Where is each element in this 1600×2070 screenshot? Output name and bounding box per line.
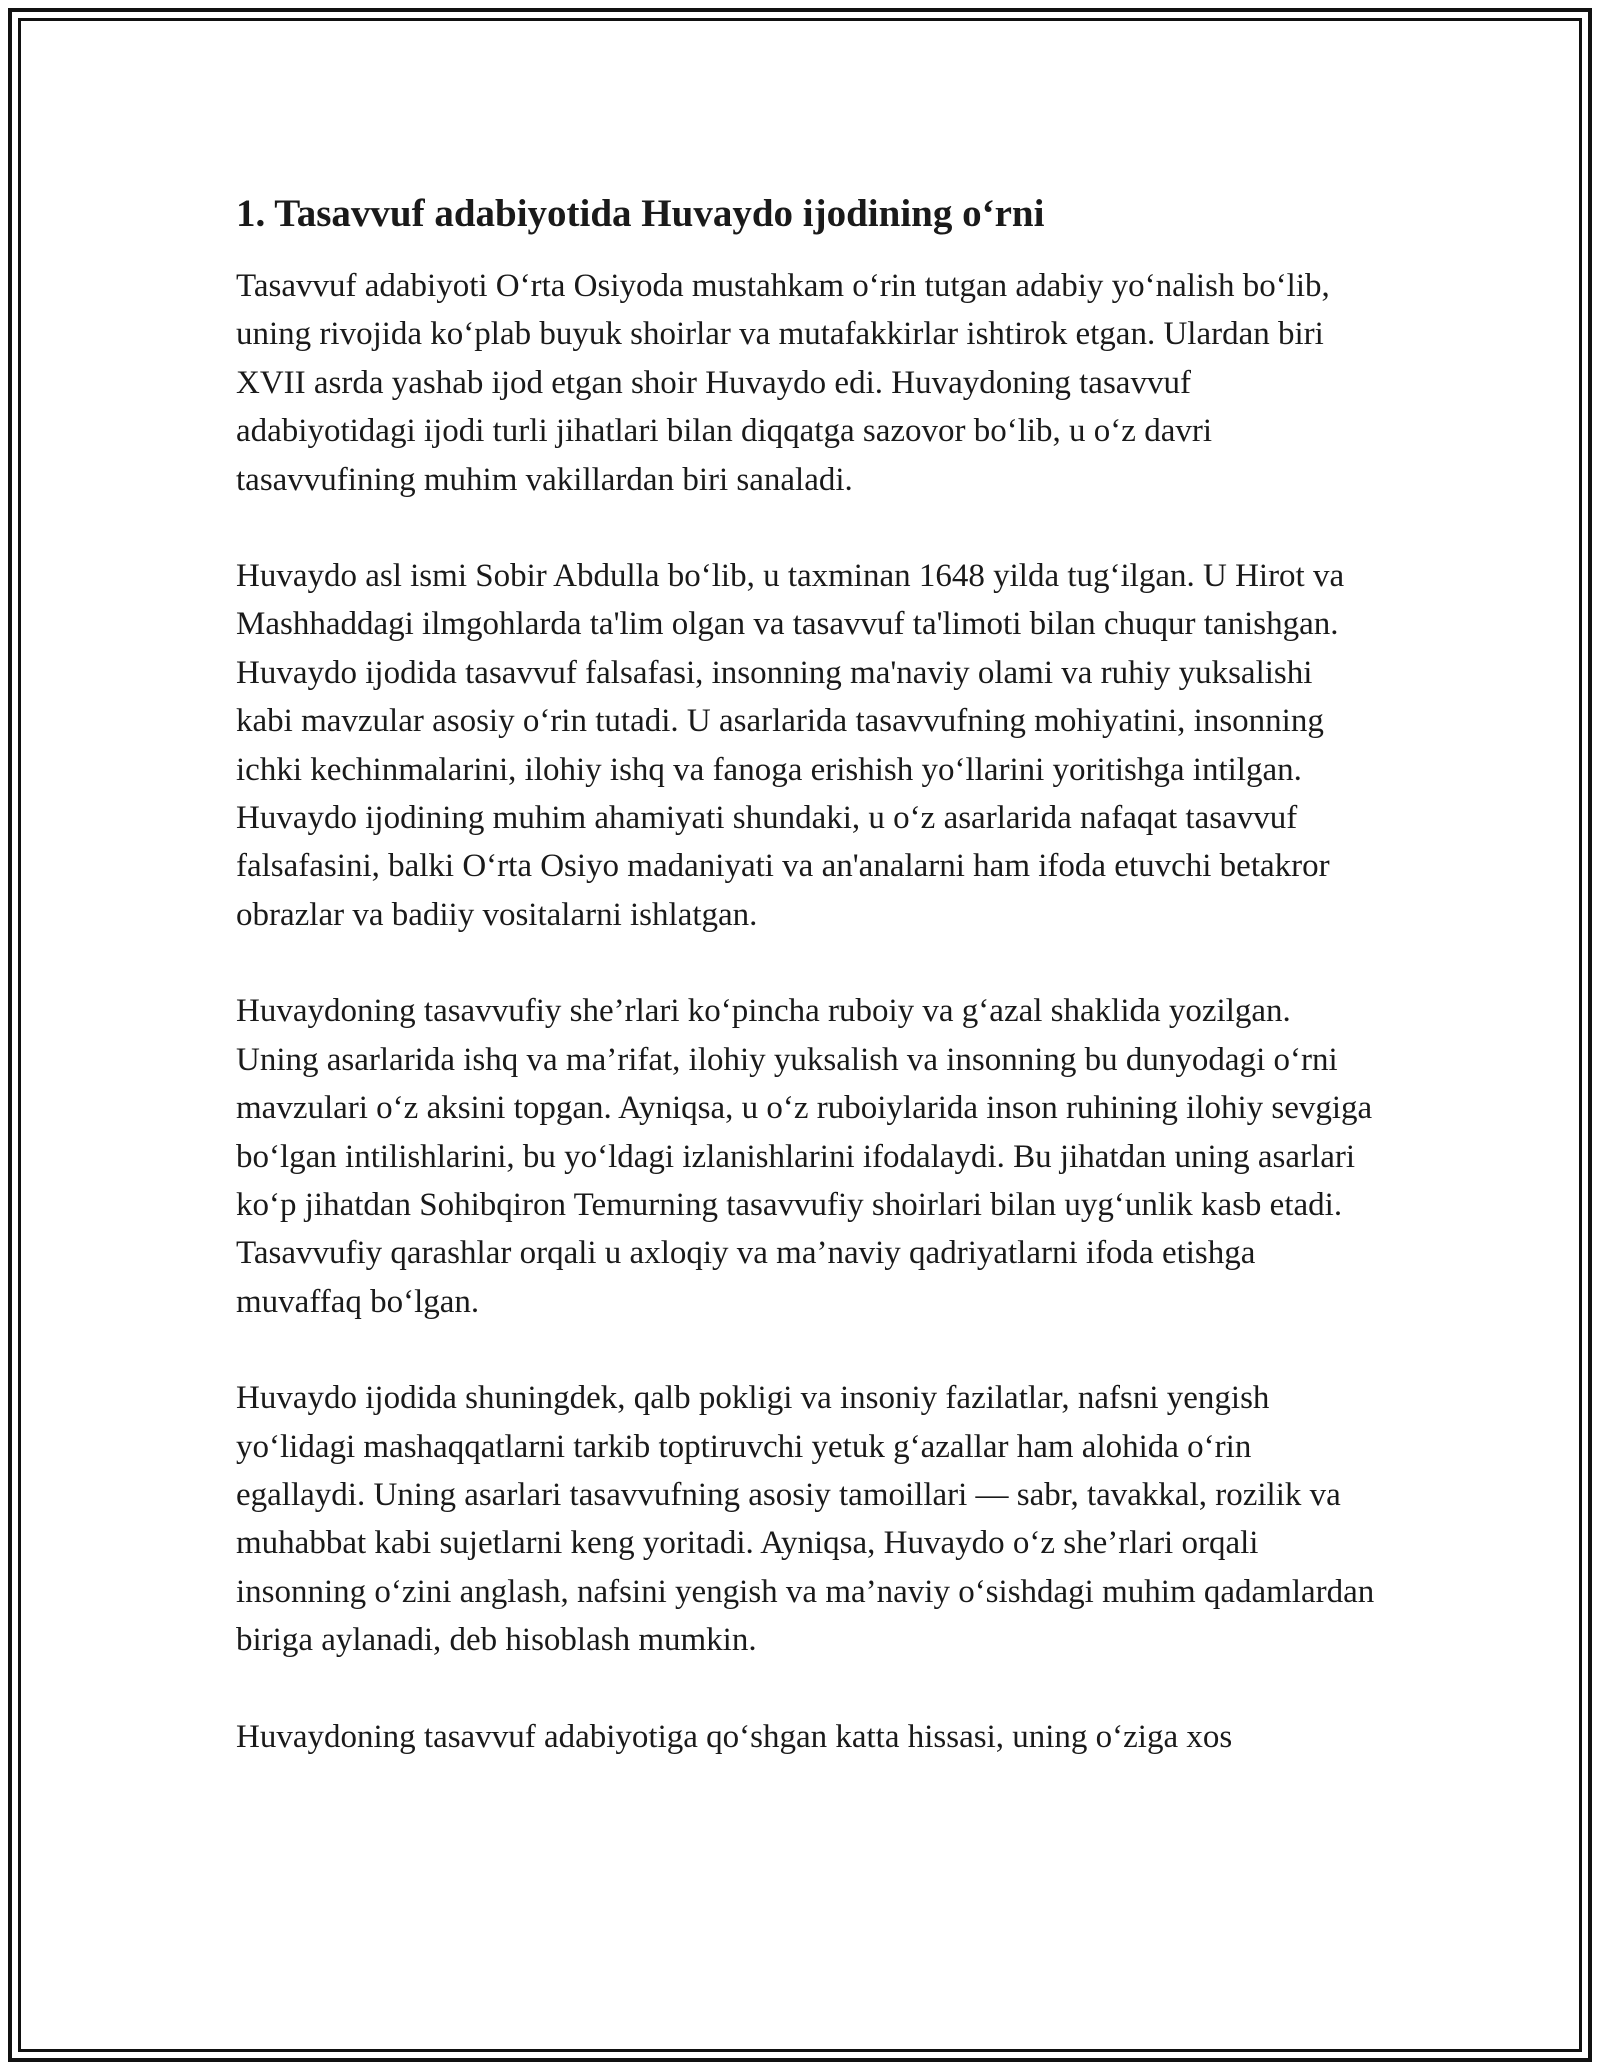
paragraph-2: Huvaydo asl ismi Sobir Abdulla bo‘lib, u taxminan 1648 yilda tug‘ilgan. U Hirot va Mashhaddagi ilmgohlarda ta'lim olgan va tasavvuf ta'limoti bilan chuqur tanishgan. Huvaydo ijodida tasavvuf falsafasi, insonning ma'naviy olami va ruhiy yuksalishi kabi mavzular asosiy o‘rin tutadi. U asarlarida tasavvufning mohiyatini, insonning ichki kechinmalarini, ilohiy ishq va fanoga erishish yo‘llarini yoritishga intilgan. Huvaydo ijodining muhim ahamiyati shundaki, u o‘z asarlarida nafaqat tasavvuf falsafasini, balki O‘rta Osiyo madaniyati va an'analarni ham ifoda etuvchi betakror obrazlar va badiiy vositalarni ishlatgan. (236, 558, 1345, 933)
paragraph-3: Huvaydoning tasavvufiy she’rlari ko‘pincha ruboiy va g‘azal shaklida yozilgan. Uning asarlarida ishq va ma’rifat, ilohiy yuksalish va insonning bu dunyodagi o‘rni mavzulari o‘z aksini topgan. Ayniqsa, u o‘z ruboiylarida inson ruhining ilohiy sevgiga bo‘lgan intilishlarini, bu yo‘ldagi izlanishlarini ifodalaydi. Bu jihatdan uning asarlari ko‘p jihatdan Sohibqiron Temurning tasavvufiy shoirlari bilan uyg‘unlik kasb etadi. Tasavvufiy qarashlar orqali u axloqiy va ma’naviy qadriyatlarni ifoda etishga muvaffaq bo‘lgan. (236, 993, 1373, 1320)
paragraph-1: Tasavvuf adabiyoti O‘rta Osiyoda mustahkam o‘rin tutgan adabiy yo‘nalish bo‘lib, uning rivojida ko‘plab buyuk shoirlar va mutafakkirlar ishtirok etgan. Ulardan biri XVII asrda yashab ijod etgan shoir Huvaydo edi. Huvaydoning tasavvuf adabiyotidagi ijodi turli jihatlari bilan diqqatga sazovor bo‘lib, u o‘z davri tasavvufining muhim vakillardan biri sanaladi. (236, 268, 1330, 498)
paragraph-4: Huvaydo ijodida shuningdek, qalb pokligi va insoniy fazilatlar, nafsni yengish yo‘lidagi mashaqqatlarni tarkib toptiruvchi yetuk g‘azallar ham alohida o‘rin egallaydi. Uning asarlari tasavvufning asosiy tamoillari — sabr, tavakkal, rozilik va muhabbat kabi sujetlarni keng yoritadi. Ayniqsa, Huvaydo o‘z she’rlari orqali insonning o‘zini anglash, nafsini yengish va ma’naviy o‘sishdagi muhim qadamlardan biriga aylanadi, deb hisoblash mumkin. (236, 1380, 1375, 1659)
section-heading: 1. Tasavvuf adabiyotida Huvaydo ijodining o‘rni (236, 192, 1045, 235)
document-body (236, 188, 1376, 1809)
paragraph-5: Huvaydoning tasavvuf adabiyotiga qo‘shgan katta hissasi, uning o‘ziga xos (236, 1718, 1233, 1755)
